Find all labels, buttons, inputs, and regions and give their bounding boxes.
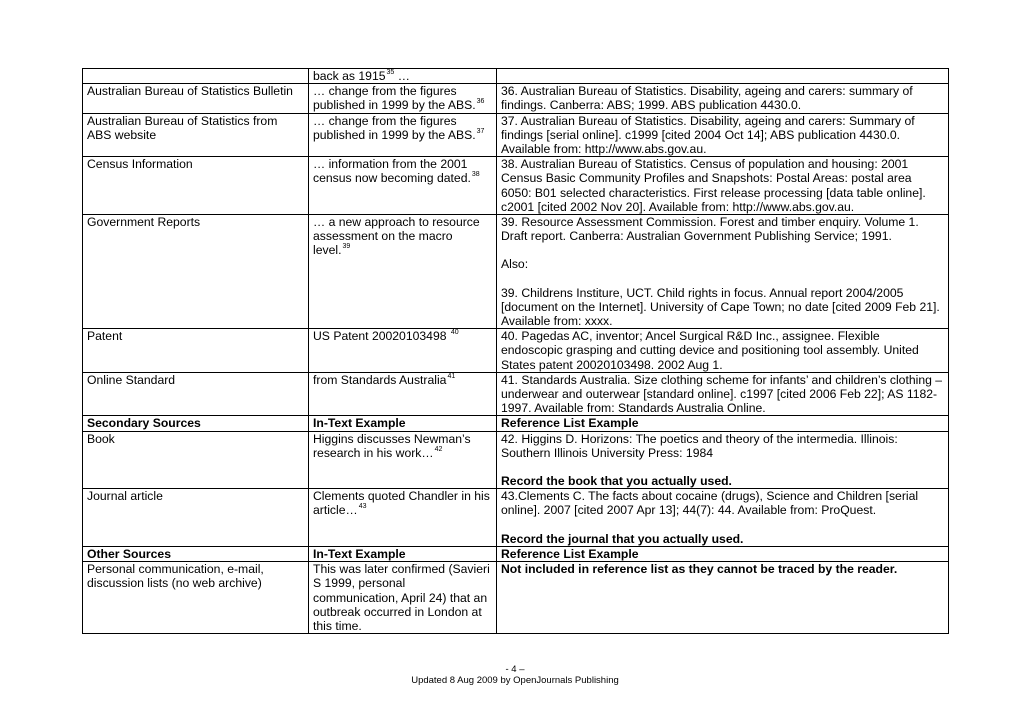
- table-row: [83, 84, 949, 113]
- citation-number: 38: [471, 171, 480, 179]
- in-text-example: … change from the figures published in 1999 by the ABS.: [313, 84, 476, 113]
- section-header-row: [83, 546, 949, 561]
- reference-entry: 40. Pagedas AC, inventor; Ancel Surgical R&D Inc., assignee. Flexible endoscopic grasping and cutting device and positioning tool assembly. United States patent 20020103498. 2002 Aug 1.: [501, 329, 919, 372]
- citation-number: 41: [447, 372, 456, 380]
- in-text-cell: [309, 329, 497, 373]
- reference-cell: [497, 215, 949, 329]
- citation-number: 39: [342, 243, 351, 251]
- reference-cell: [497, 69, 949, 84]
- reference-entry: 41. Standards Australia. Size clothing scheme for infants’ and children’s clothing – underwear and outerwear [standard online]. c1997 [cited 2006 Feb 22]; AS 1182-1997. Available from: Standards Australia Online.: [501, 372, 943, 416]
- header-cell: In-Text Example: [309, 416, 497, 431]
- in-text-example: US Patent 20020103498: [313, 329, 450, 344]
- updated-note: Updated 8 Aug 2009 by OpenJournals Publishing: [411, 675, 619, 686]
- table-row: [83, 215, 949, 329]
- reference-entry: Also:: [501, 257, 529, 272]
- in-text-cell: [309, 69, 497, 84]
- reference-entry: 36. Australian Bureau of Statistics. Disability, ageing and carers: summary of findings. Canberra: ABS; 1999. ABS publication 4430.0.: [501, 84, 913, 113]
- header-cell: Reference List Example: [497, 546, 949, 561]
- reference-cell: [497, 113, 949, 157]
- in-text-cell: [309, 157, 497, 215]
- source-type-cell: Census Information: [83, 157, 309, 215]
- source-type-cell: Patent: [83, 329, 309, 373]
- source-type-cell: Online Standard: [83, 372, 309, 416]
- citation-number: 42: [434, 445, 443, 453]
- table-row: [83, 329, 949, 373]
- in-text-cell: [309, 84, 497, 113]
- in-text-cell: [309, 113, 497, 157]
- reference-entry: 42. Higgins D. Horizons: The poetics and theory of the intermedia. Illinois: Southern Illinois University Press: 1984: [501, 431, 898, 460]
- source-type-cell: Australian Bureau of Statistics from ABS website: [83, 113, 309, 157]
- in-text-example: back as 1915: [313, 69, 386, 83]
- section-header-row: [83, 416, 949, 431]
- reference-cell: [497, 157, 949, 215]
- citation-number: 37: [476, 127, 485, 135]
- source-type-cell: Personal communication, e-mail, discussion lists (no web archive): [83, 562, 309, 634]
- header-cell: Secondary Sources: [83, 416, 309, 431]
- in-text-example: This was later confirmed (Savieri S 1999, personal communication, April 24) that an outbreak occurred in London at this time.: [313, 562, 490, 633]
- in-text-cell: [309, 215, 497, 329]
- header-cell: Reference List Example: [497, 416, 949, 431]
- in-text-cell: [309, 562, 497, 634]
- source-cell: [83, 69, 309, 84]
- table-row: [83, 157, 949, 215]
- table-row: [83, 431, 949, 489]
- source-type-cell: Australian Bureau of Statistics Bulletin: [83, 84, 309, 113]
- reference-note: Not included in reference list as they cannot be traced by the reader.: [501, 562, 898, 577]
- source-type-cell: Book: [83, 431, 309, 489]
- in-text-example: Clements quoted Chandler in his article…: [313, 489, 490, 518]
- table-row: [83, 113, 949, 157]
- in-text-cell: [309, 431, 497, 489]
- in-text-example: Higgins discusses Newman’s research in his work…: [313, 431, 471, 460]
- in-text-example: from Standards Australia: [313, 372, 447, 387]
- reference-note: Record the journal that you actually used.: [501, 531, 744, 546]
- reference-cell: [497, 84, 949, 113]
- reference-entry: 39. Resource Assessment Commission. Forest and timber enquiry. Volume 1. Draft report. Canberra: Australian Government Publishing Service; 1991.: [501, 215, 919, 244]
- in-text-cell: [309, 489, 497, 547]
- source-type-cell: Government Reports: [83, 215, 309, 329]
- reference-cell: [497, 489, 949, 547]
- reference-entry: 39. Childrens Institure, UCT. Child rights in focus. Annual report 2004/2005 [document on the Internet]. University of Cape Town; no date [cited 2009 Feb 21]. Available from: xxxx.: [501, 285, 940, 329]
- in-text-example: … change from the figures published in 1999 by the ABS.: [313, 113, 476, 142]
- header-cell: Other Sources: [83, 546, 309, 561]
- header-cell: In-Text Example: [309, 546, 497, 561]
- citation-number: 43: [358, 503, 367, 511]
- table-row: [83, 489, 949, 547]
- citation-number: 35: [386, 69, 395, 76]
- in-text-example: … information from the 2001 census now becoming dated.: [313, 157, 471, 186]
- table-row: [83, 372, 949, 416]
- in-text-cell: [309, 372, 497, 416]
- reference-cell: [497, 562, 949, 634]
- reference-entry: 38. Australian Bureau of Statistics. Census of population and housing: 2001 Census Basic Community Profiles and Snapshots: Postal Areas: postal area 6050: B01 selected characteristics. First release processing [data table online]. c2001 [cited 2002 Nov 20]. Available from: http://www.abs.gov.au.: [501, 157, 926, 214]
- referencing-examples-table: [82, 68, 949, 634]
- reference-entry: 43.Clements C. The facts about cocaine (drugs), Science and Children [serial online]. 2007 [cited 2007 Apr 13]; 44(7): 44. Available from: ProQuest.: [501, 489, 919, 518]
- in-text-example: … a new approach to resource assessment on the macro level.: [313, 215, 480, 258]
- page-number: - 4 –: [505, 664, 525, 675]
- citation-number: 40: [450, 329, 459, 337]
- in-text-continuation: …: [394, 69, 410, 83]
- source-type-cell: Journal article: [83, 489, 309, 547]
- reference-note: Record the book that you actually used.: [501, 474, 732, 489]
- table-row: [83, 562, 949, 634]
- citation-number: 36: [476, 98, 485, 106]
- reference-cell: [497, 329, 949, 373]
- reference-cell: [497, 431, 949, 489]
- reference-entry: 37. Australian Bureau of Statistics. Disability, ageing and carers: Summary of findings [serial online]. c1999 [cited 2004 Oct 14]; ABS publication 4430.0. Available from: http://www.abs.gov.au.: [501, 113, 915, 157]
- reference-cell: [497, 372, 949, 416]
- table-row: [83, 69, 949, 84]
